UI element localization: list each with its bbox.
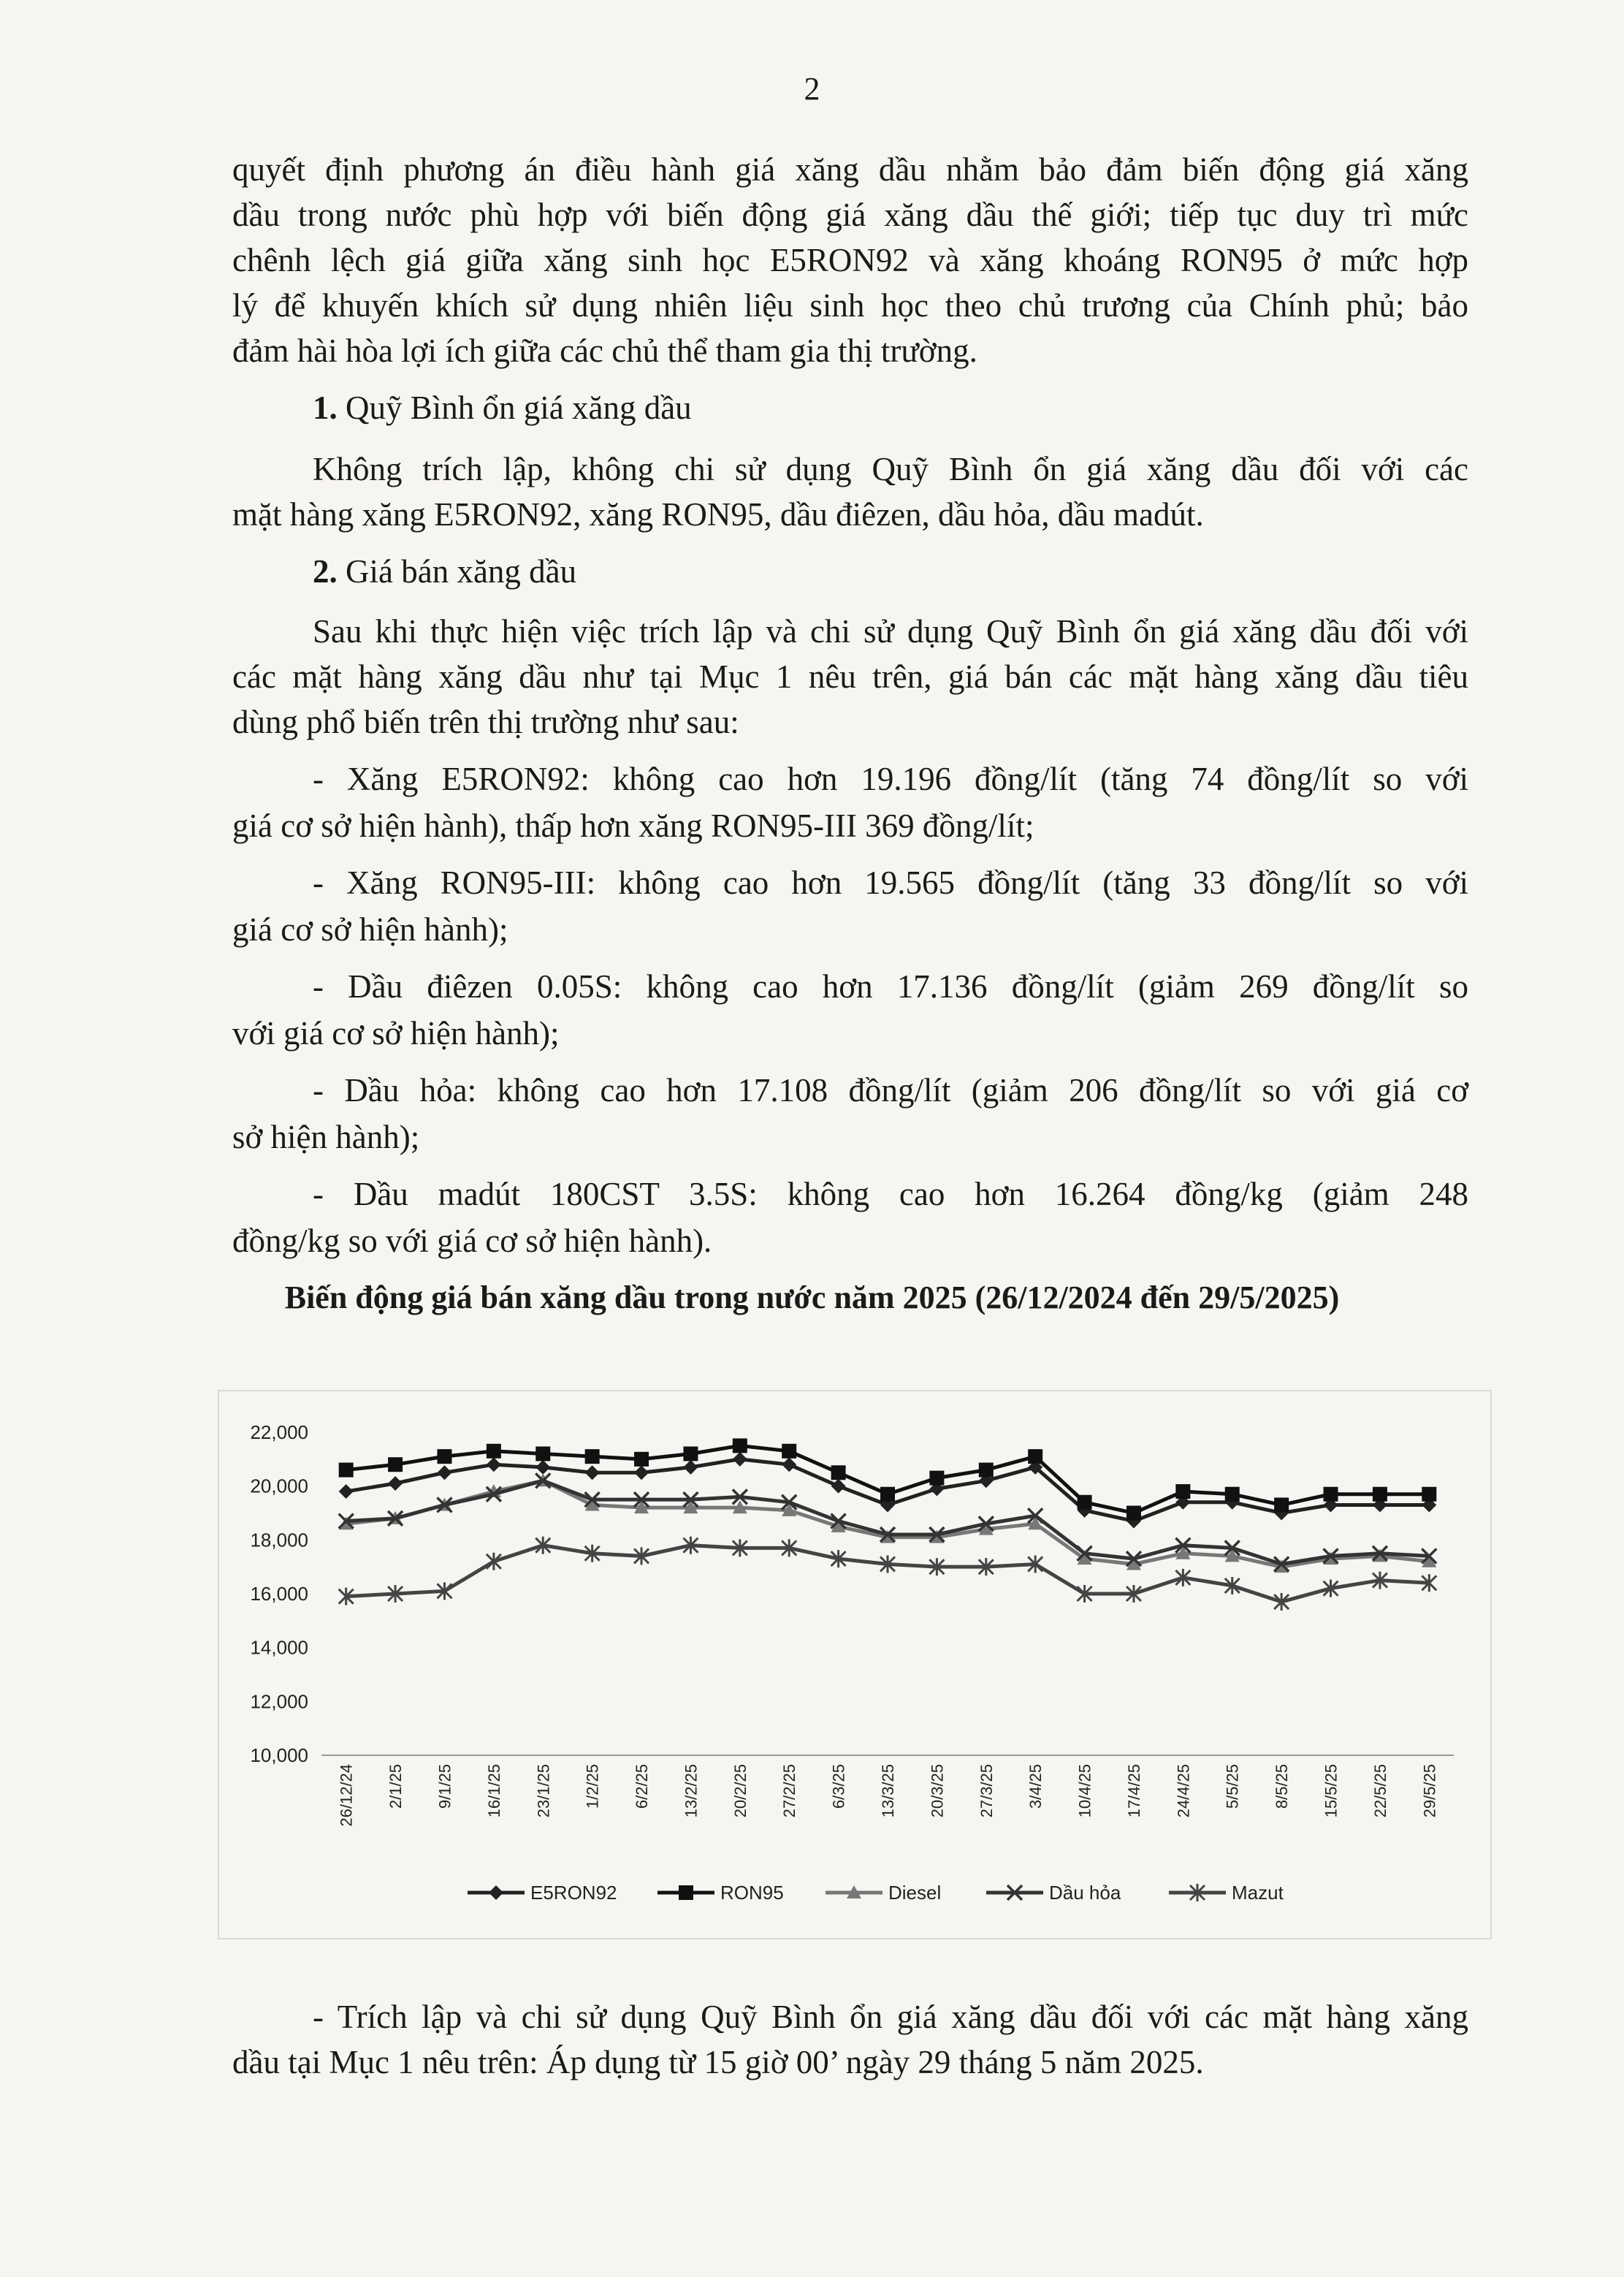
x-tick-label: 29/5/25 (1420, 1764, 1439, 1818)
x-tick-label: 10/4/25 (1075, 1764, 1094, 1818)
data-point (634, 1465, 649, 1480)
x-tick-label: 20/3/25 (928, 1764, 947, 1818)
data-point (1225, 1487, 1240, 1502)
x-tick-label: 9/1/25 (435, 1764, 454, 1809)
price-item-diesel-cont: với giá cơ sở hiện hành); (232, 1015, 560, 1052)
section2-line: Sau khi thực hiện việc trích lập và chi sử dụng Quỹ Bình ổn giá xăng dầu đối với (313, 613, 1468, 650)
data-point (634, 1452, 649, 1467)
x-tick-label: 3/4/25 (1026, 1764, 1045, 1809)
data-point (979, 1463, 994, 1478)
data-point (1274, 1497, 1289, 1512)
y-tick-label: 14,000 (250, 1636, 308, 1659)
x-tick-label: 13/2/25 (682, 1764, 701, 1818)
x-tick-label: 8/5/25 (1273, 1764, 1292, 1809)
y-tick-label: 18,000 (250, 1529, 308, 1551)
data-point (437, 1449, 451, 1464)
legend-marker (489, 1885, 503, 1900)
price-item-kerosene-cont: sở hiện hành); (232, 1119, 420, 1155)
data-point (782, 1457, 796, 1472)
legend-label: Diesel (888, 1882, 942, 1904)
section2-line: các mặt hàng xăng dầu như tại Mục 1 nêu trên, giá bán các mặt hàng xăng dầu tiêu (232, 658, 1468, 695)
data-point (831, 1465, 846, 1480)
intro-line: quyết định phương án điều hành giá xăng dầu nhằm bảo đảm biến động giá xăng (232, 151, 1468, 188)
data-point (1422, 1487, 1436, 1502)
y-tick-label: 20,000 (250, 1475, 308, 1497)
data-point (437, 1465, 451, 1480)
data-point (831, 1479, 846, 1494)
x-tick-label: 27/3/25 (977, 1764, 996, 1818)
x-tick-label: 2/1/25 (386, 1764, 405, 1809)
legend-label: Dầu hỏa (1049, 1882, 1121, 1904)
data-point (585, 1449, 600, 1464)
x-tick-label: 27/2/25 (780, 1764, 799, 1818)
intro-line: lý để khuyến khích sử dụng nhiên liệu sinh học theo chủ trương của Chính phủ; bảo (232, 287, 1468, 324)
intro-line: dầu trong nước phù hợp với biến động giá xăng dầu thế giới; tiếp tục duy trì mức (232, 197, 1468, 233)
price-line-chart (219, 1391, 1490, 1938)
x-tick-label: 22/5/25 (1371, 1764, 1389, 1818)
data-point (683, 1446, 698, 1461)
price-item-ron95: - Xăng RON95-III: không cao hơn 19.565 đồng/lít (tăng 33 đồng/lít so với (313, 864, 1468, 901)
section-title: Giá bán xăng dầu (346, 553, 577, 590)
y-tick-label: 22,000 (250, 1421, 308, 1443)
intro-line: chênh lệch giá giữa xăng sinh học E5RON92 và xăng khoáng RON95 ở mức hợp (232, 242, 1468, 278)
price-item-diesel: - Dầu điêzen 0.05S: không cao hơn 17.136 đồng/lít (giảm 269 đồng/lít so (313, 968, 1468, 1005)
price-item-mazut: - Dầu madút 180CST 3.5S: không cao hơn 16.264 đồng/kg (giảm 248 (313, 1176, 1468, 1212)
data-point (339, 1484, 354, 1499)
price-item-e5ron92-cont: giá cơ sở hiện hành), thấp hơn xăng RON95-III 369 đồng/lít; (232, 807, 1034, 844)
x-tick-label: 15/5/25 (1322, 1764, 1341, 1818)
data-point (1078, 1495, 1092, 1510)
x-tick-label: 16/1/25 (484, 1764, 503, 1818)
section-heading-1 (313, 386, 1468, 430)
data-point (1373, 1487, 1387, 1502)
data-point (683, 1460, 698, 1475)
y-tick-label: 12,000 (250, 1690, 308, 1713)
data-point (880, 1487, 895, 1502)
legend-marker (679, 1885, 693, 1900)
price-item-mazut-cont: đồng/kg so với giá cơ sở hiện hành). (232, 1223, 712, 1259)
closing-line: - Trích lập và chi sử dụng Quỹ Bình ổn giá xăng dầu đối với các mặt hàng xăng (313, 1999, 1468, 2035)
price-chart-frame (218, 1390, 1492, 1939)
data-point (535, 1446, 550, 1461)
x-tick-label: 5/5/25 (1223, 1764, 1242, 1809)
price-item-kerosene: - Dầu hỏa: không cao hơn 17.108 đồng/lít (giảm 206 đồng/lít so với giá cơ (313, 1072, 1468, 1109)
legend-label: Mazut (1232, 1882, 1284, 1904)
legend-label: RON95 (720, 1882, 784, 1904)
section1-line: mặt hàng xăng E5RON92, xăng RON95, dầu điêzen, dầu hỏa, dầu madút. (232, 496, 1204, 533)
section-title: Quỹ Bình ổn giá xăng dầu (346, 389, 692, 426)
section-number: 2. (313, 553, 338, 590)
data-point (929, 1471, 944, 1486)
x-tick-label: 20/2/25 (731, 1764, 750, 1818)
legend-label: E5RON92 (530, 1882, 617, 1904)
data-point (733, 1452, 747, 1467)
section-number: 1. (313, 389, 338, 426)
intro-line: đảm hài hòa lợi ích giữa các chủ thể tham gia thị trường. (232, 332, 977, 369)
price-item-e5ron92: - Xăng E5RON92: không cao hơn 19.196 đồng/lít (tăng 74 đồng/lít so với (313, 761, 1468, 797)
section-heading-2 (313, 550, 1468, 593)
data-point (535, 1460, 550, 1475)
data-point (1028, 1449, 1042, 1464)
data-point (487, 1444, 501, 1459)
data-point (487, 1457, 501, 1472)
x-tick-label: 6/3/25 (829, 1764, 848, 1809)
data-point (1126, 1506, 1141, 1521)
section1-line: Không trích lập, không chi sử dụng Quỹ Bình ổn giá xăng dầu đối với các (313, 451, 1468, 487)
y-tick-label: 16,000 (250, 1583, 308, 1605)
x-tick-label: 24/4/25 (1174, 1764, 1193, 1818)
data-point (388, 1457, 403, 1472)
data-point (733, 1438, 747, 1453)
price-item-ron95-cont: giá cơ sở hiện hành); (232, 911, 508, 948)
data-point (339, 1463, 354, 1478)
page-number: 2 (804, 71, 820, 107)
data-point (782, 1444, 796, 1459)
x-tick-label: 6/2/25 (633, 1764, 652, 1809)
y-tick-label: 10,000 (250, 1744, 308, 1766)
x-tick-label: 17/4/25 (1124, 1764, 1143, 1818)
data-point (1324, 1487, 1338, 1502)
x-tick-label: 13/3/25 (879, 1764, 897, 1818)
data-point (388, 1476, 403, 1491)
series-line-4 (346, 1546, 1430, 1602)
x-tick-label: 26/12/24 (337, 1764, 356, 1827)
data-point (585, 1465, 600, 1480)
data-point (1175, 1484, 1190, 1499)
x-tick-label: 1/2/25 (583, 1764, 602, 1809)
chart-title: Biến động giá bán xăng dầu trong nước năm 2025 (26/12/2024 đến 29/5/2025) (284, 1280, 1340, 1315)
x-tick-label: 23/1/25 (534, 1764, 553, 1818)
section2-line: dùng phổ biến trên thị trường như sau: (232, 704, 739, 740)
closing-line: dầu tại Mục 1 nêu trên: Áp dụng từ 15 giờ 00’ ngày 29 tháng 5 năm 2025. (232, 2044, 1204, 2080)
